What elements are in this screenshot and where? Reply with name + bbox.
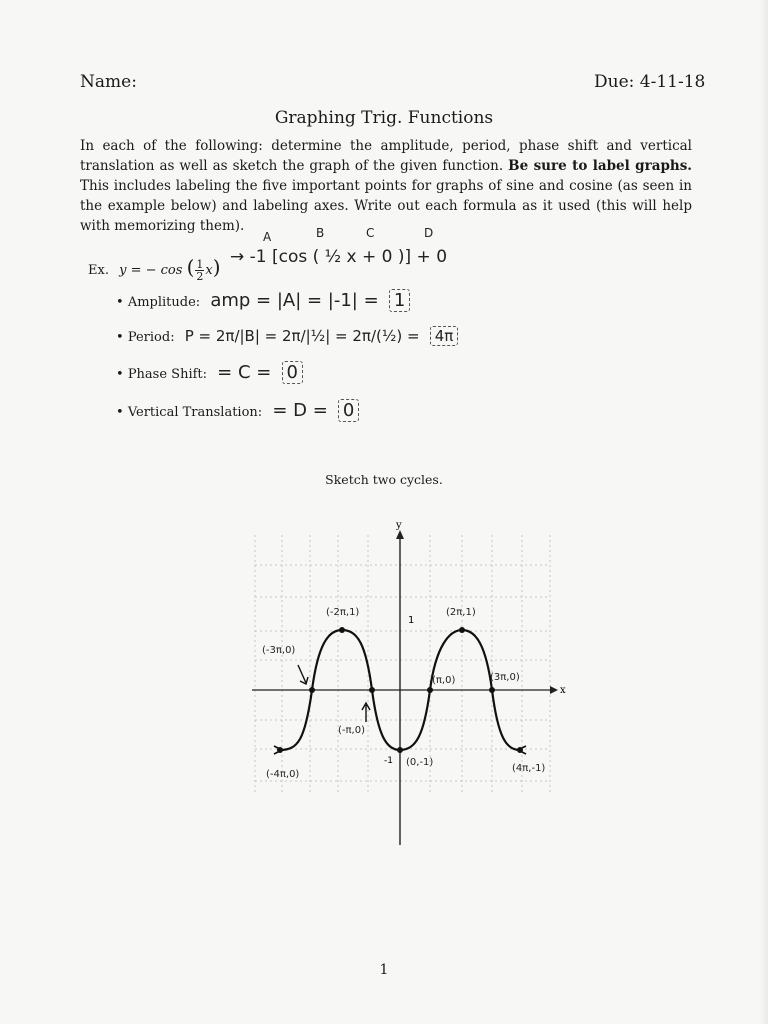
period-work: P = 2π/|B| = 2π/|½| = 2π/(½) =: [184, 327, 420, 345]
point-neg-3pi: [309, 687, 315, 693]
fraction-numerator: 1: [196, 258, 204, 271]
point-neg-pi: [369, 687, 375, 693]
letter-d: D: [424, 226, 434, 240]
phase-shift-item: • Phase Shift: = C = 0: [116, 362, 303, 383]
label-2pi: (2π,1): [446, 607, 476, 618]
example-lhs: y = − cos: [119, 263, 183, 278]
point-2pi: [459, 627, 465, 633]
amplitude-answer: 1: [389, 289, 410, 312]
scan-edge: [760, 0, 768, 1024]
period-label: Period:: [127, 330, 175, 345]
y-axis-label: y: [396, 520, 402, 531]
instructions-part-1: In each of the following: determine the amplitude, period, phase shift and vertical translation as well as sketch the graph of the given function.: [80, 138, 692, 174]
period-item: • Period: P = 2π/|B| = 2π/|½| = 2π/(½) = 4π: [116, 327, 458, 345]
tick-label-positive: 1: [408, 615, 415, 626]
point-left-end: [277, 747, 283, 753]
amplitude-work: amp = |A| = |-1| =: [210, 290, 379, 311]
tick-label-negative: -1: [384, 756, 393, 766]
page-number: 1: [379, 962, 389, 978]
vertical-translation-work: = D =: [272, 400, 328, 421]
name-label: Name:: [80, 72, 137, 92]
x-axis-label: x: [560, 685, 566, 696]
example-variable: x: [205, 263, 213, 278]
example-rewrite: → -1 [cos ( ½ x + 0 )] + 0: [230, 247, 448, 267]
label-neg-pi: (-π,0): [338, 725, 365, 736]
label-neg-3pi: (-3π,0): [262, 645, 296, 656]
label-zero: (0,-1): [406, 757, 434, 768]
label-neg-4pi: (-4π,0): [266, 769, 300, 780]
page-title: Graphing Trig. Functions: [274, 108, 494, 128]
y-axis-arrow: [396, 530, 404, 539]
phase-shift-answer: 0: [282, 361, 303, 384]
amplitude-label: Amplitude:: [127, 295, 201, 310]
annotation-arrow-neg-3pi: [298, 665, 308, 684]
point-3pi: [489, 687, 495, 693]
letter-c: C: [366, 226, 375, 240]
label-3pi: (3π,0): [490, 672, 520, 683]
letter-a: A: [263, 230, 272, 244]
vertical-translation-answer: 0: [338, 399, 359, 422]
sketch-caption: Sketch two cycles.: [325, 472, 443, 487]
label-neg-2pi: (-2π,1): [326, 607, 360, 618]
point-pi: [427, 687, 433, 693]
amplitude-item: • Amplitude: amp = |A| = |-1| = 1: [116, 290, 410, 311]
x-axis-arrow: [550, 686, 558, 694]
label-pi: (π,0): [432, 675, 456, 686]
example-label: Ex.: [88, 263, 109, 278]
example-equation: Ex. y = − cos ( $\frac{1}{2}x$): [88, 255, 221, 283]
instructions-paragraph: [80, 136, 692, 236]
phase-shift-label: Phase Shift:: [127, 367, 208, 382]
due-date: Due: 4-11-18: [594, 72, 706, 92]
period-answer: 4π: [430, 326, 459, 346]
point-4pi: [517, 747, 523, 753]
annotation-arrow-neg-pi: [362, 703, 370, 722]
instructions-bold: Be sure to label graphs.: [508, 158, 693, 174]
vertical-translation-label: Vertical Translation:: [127, 405, 263, 420]
point-zero: [397, 747, 403, 753]
letter-b: B: [316, 226, 325, 240]
point-neg-2pi: [339, 627, 345, 633]
label-4pi: (4π,-1): [512, 763, 546, 774]
fraction-denominator: 2: [196, 270, 204, 283]
vertical-translation-item: • Vertical Translation: = D = 0: [116, 400, 359, 421]
cosine-graph: [240, 515, 570, 855]
phase-shift-work: = C =: [217, 362, 272, 383]
example-fraction: [195, 259, 204, 282]
instructions-part-2: This includes labeling the five important points for graphs of sine and cosine (as seen in the example below) and labeling axes. Write out each formula as it used (this will help with memorizing them).: [80, 178, 692, 234]
graph-grid: [255, 535, 550, 795]
